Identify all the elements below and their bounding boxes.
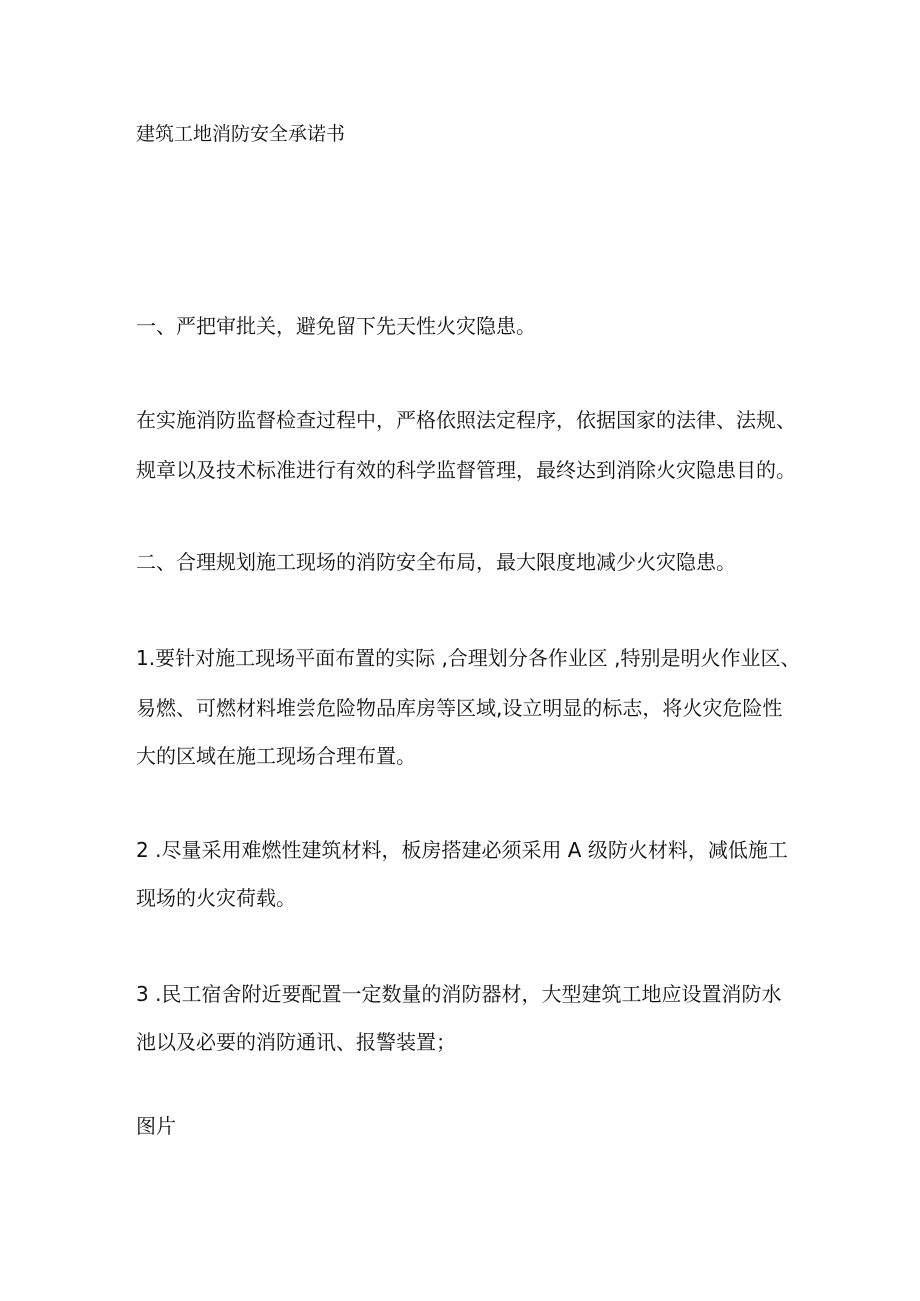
item-3-line: 池以及必要的消防通讯、报警装置； [136, 1030, 456, 1054]
item-1-line: 大的区域在施工现场合理布置。 [136, 744, 416, 768]
item-2-line: 2 .尽量采用难燃性建筑材料，板房搭建必须采用 A 级防火材料，减低施工 [136, 838, 788, 862]
section-2-heading: 二、合理规划施工现场的消防安全布局，最大限度地减少火灾隐患。 [136, 550, 736, 574]
item-1-line: 易燃、可燃材料堆尝危险物品库房等区域,设立明显的标志，将火灾危险性 [136, 696, 783, 720]
item-3-line: 3 .民工宿舍附近要配置一定数量的消防器材，大型建筑工地应设置消防水 [136, 982, 782, 1006]
item-2-line: 现场的火灾荷载。 [136, 886, 296, 910]
image-placeholder-label: 图片 [136, 1114, 176, 1138]
section-1-paragraph-line: 在实施消防监督检查过程中，严格依照法定程序，依据国家的法律、法规、 [136, 408, 796, 432]
document-title: 建筑工地消防安全承诺书 [136, 123, 346, 145]
section-1-heading: 一、严把审批关，避免留下先天性火灾隐患。 [136, 314, 536, 338]
section-1-paragraph-line: 规章以及技术标准进行有效的科学监督管理，最终达到消除火灾隐患目的。 [136, 458, 796, 482]
item-1-line: 1.要针对施工现场平面布置的实际 ,合理划分各作业区 ,特别是明火作业区、 [136, 646, 801, 670]
